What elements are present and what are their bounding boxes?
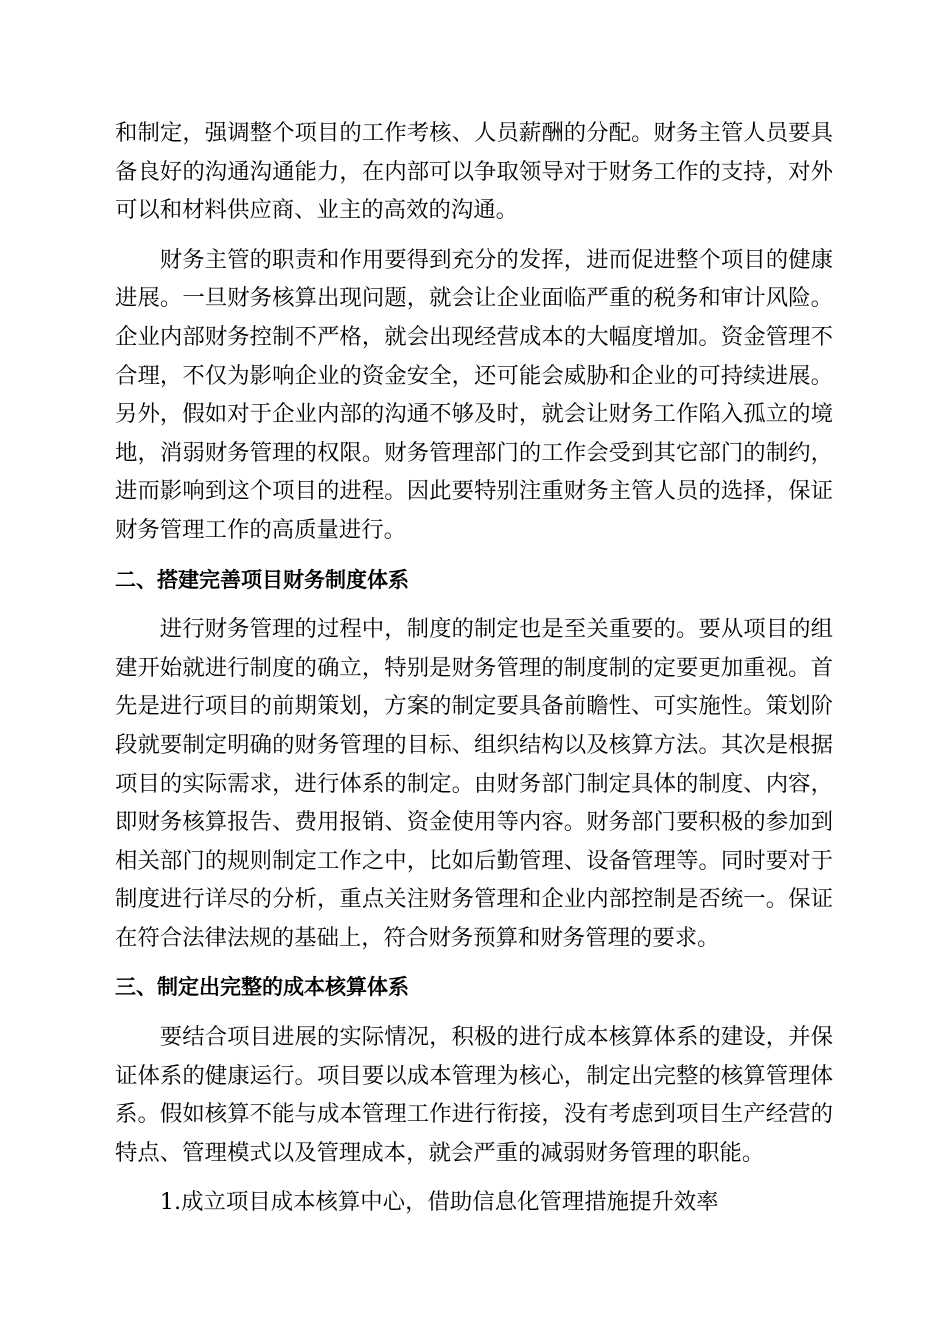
paragraph-gap	[115, 1007, 833, 1018]
section-heading-3: 三、制定出完整的成本核算体系	[115, 975, 409, 1000]
section-heading-2: 二、搭建完善项目财务制度体系	[115, 567, 409, 592]
paragraph-financial-manager-role: 财务主管的职责和作用要得到充分的发挥，进而促进整个项目的健康进展。一旦财务核算出现问题，就会让企业面临严重的税务和审计风险。企业内部财务控制不严格，就会出现经营成本的大幅度增加。资金管理不合理，不仅为影响企业的资金安全，还可能会威胁和企业的可持续进展。另外，假如对于企业内部的沟通不够及时，就会让财务工作陷入孤立的境地，消弱财务管理的权限。财务管理部门的工作会受到其它部门的制约，进而影响到这个项目的进程。因此要特别注重财务主管人员的选择，保证财务管理工作的高质量进行。	[115, 246, 833, 543]
paragraph-gap	[115, 1172, 833, 1183]
document-page	[115, 114, 833, 1222]
subsection-item-1: 1.成立项目成本核算中心，借助信息化管理措施提升效率	[159, 1189, 719, 1216]
paragraph-continuation: 和制定，强调整个项目的工作考核、人员薪酬的分配。财务主管人员要具备良好的沟通沟通能力，在内部可以争取领导对于财务工作的支持，对外可以和材料供应商、业主的高效的沟通。	[115, 120, 833, 224]
paragraph-system-building: 进行财务管理的过程中，制度的制定也是至关重要的。要从项目的组建开始就进行制度的确立，特别是财务管理的制度制的定要更加重视。首先是进行项目的前期策划，方案的制定要具备前瞻性、可实施性。策划阶段就要制定明确的财务管理的目标、组织结构以及核算方法。其次是根据项目的实际需求，进行体系的制定。由财务部门制定具体的制度、内容，即财务核算报告、费用报销、资金使用等内容。财务部门要积极的参加到相关部门的规则制定工作之中，比如后勤管理、设备管理等。同时要对于制度进行详尽的分析，重点关注财务管理和企业内部控制是否统一。保证在符合法律法规的基础上，符合财务预算和财务管理的要求。	[115, 616, 833, 951]
paragraph-gap	[115, 230, 833, 241]
paragraph-cost-accounting: 要结合项目进展的实际情况，积极的进行成本核算体系的建设，并保证体系的健康运行。项目要以成本管理为核心，制定出完整的核算管理体系。假如核算不能与成本管理工作进行衔接，没有考虑到项目生产经营的特点、管理模式以及管理成本，就会严重的减弱财务管理的职能。	[115, 1024, 833, 1166]
paragraph-gap	[115, 550, 833, 561]
paragraph-gap	[115, 957, 833, 968]
paragraph-gap	[115, 599, 833, 610]
